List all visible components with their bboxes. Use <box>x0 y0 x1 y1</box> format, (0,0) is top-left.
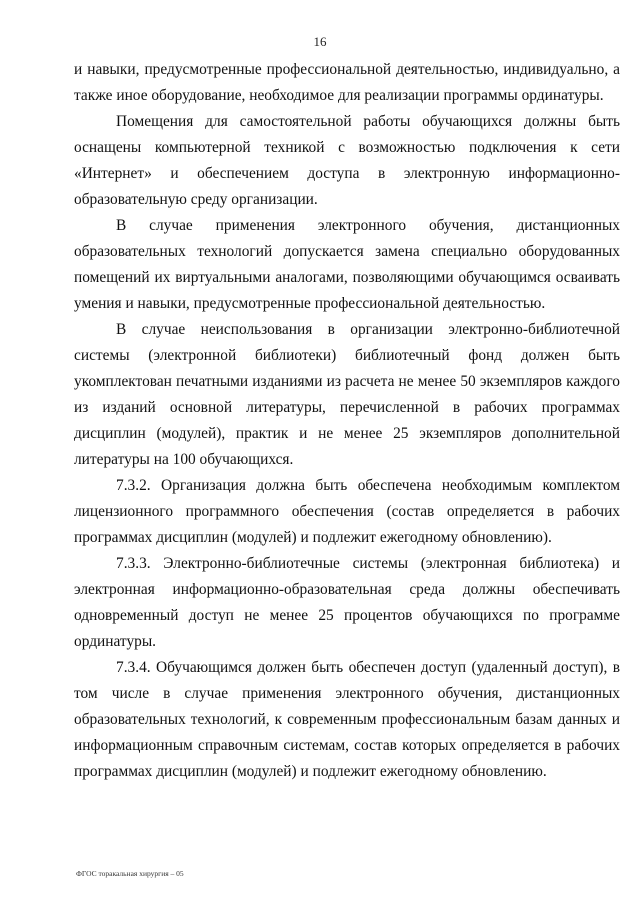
paragraph-7-3-2: 7.3.2. Организация должна быть обеспечена необходимым комплектом лицензионного программного обеспечения (состав определяется в рабочих программах дисциплин (модулей) и подлежит ежегодному обновлению). <box>74 477 620 546</box>
document-body <box>74 57 620 785</box>
footer-document-code: ФГОС торакальная хирургия – 05 <box>76 869 184 878</box>
paragraph-library-fund: В случае неиспользования в организации электронно-библиотечной системы (электронной библиотеки) библиотечный фонд должен быть укомплектован печатными изданиями из расчета не менее 50 экземпляров каждого из изданий основной литературы, перечисленной в рабочих программах дисциплин (модулей), практик и не менее 25 экземпляров дополнительной литературы на 100 обучающихся. <box>74 321 620 468</box>
paragraph-virtual-analogs: В случае применения электронного обучения, дистанционных образовательных технологий допускается замена специально оборудованных помещений их виртуальными аналогами, позволяющими обучающимся осваивать умения и навыки, предусмотренные профессиональной деятельностью. <box>74 217 620 312</box>
paragraph-7-3-4: 7.3.4. Обучающимся должен быть обеспечен доступ (удаленный доступ), в том числе в случае применения электронного обучения, дистанционных образовательных технологий, к современным профессиональным базам данных и информационным справочным системам, состав которых определяется в рабочих программах дисциплин (модулей) и подлежит ежегодному обновлению. <box>74 659 620 780</box>
paragraph-self-study-rooms: Помещения для самостоятельной работы обучающихся должны быть оснащены компьютерной техникой с возможностью подключения к сети «Интернет» и обеспечением доступа в электронную информационно-образовательную среду организации. <box>74 113 620 208</box>
paragraph-equipment-continuation: и навыки, предусмотренные профессиональной деятельностью, индивидуально, а также иное оборудование, необходимое для реализации программы ординатуры. <box>74 61 620 104</box>
page-number: 16 <box>313 34 327 49</box>
paragraph-7-3-3: 7.3.3. Электронно-библиотечные системы (электронная библиотека) и электронная информационно-образовательная среда должны обеспечивать одновременный доступ не менее 25 процентов обучающихся по программе ординатуры. <box>74 555 620 650</box>
